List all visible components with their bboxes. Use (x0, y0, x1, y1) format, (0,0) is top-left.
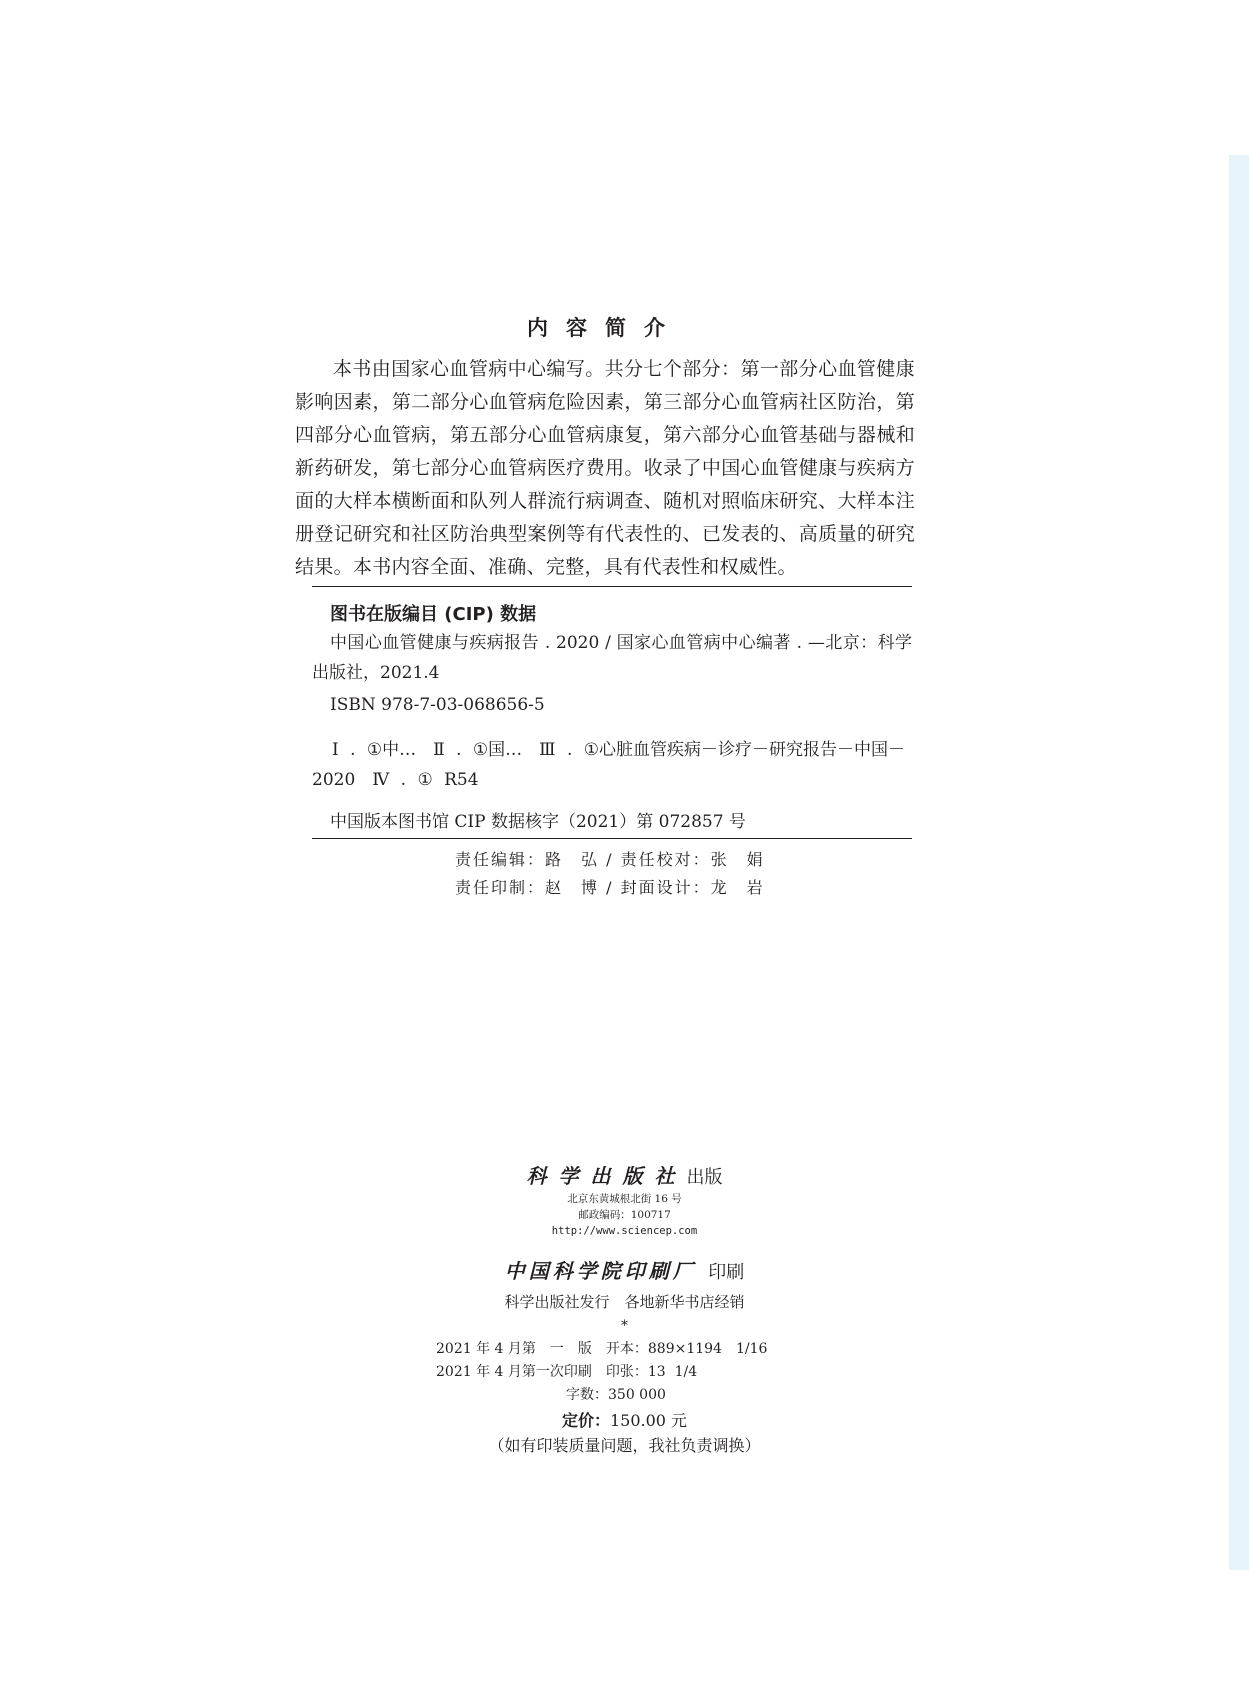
cip-classification: Ⅰ . ①中… Ⅱ . ①国… Ⅲ . ①心脏血管疾病－诊疗－研究报告－中国－2020 Ⅳ . ① R54 (312, 740, 906, 790)
publisher-address: 北京东黄城根北街 16 号 (567, 1193, 682, 1205)
cip-title: 图书在版编目 (CIP) 数据 (330, 604, 537, 625)
cip-main-entry: 中国心血管健康与疾病报告 . 2020 / 国家心血管病中心编著 . —北京：科学出版社，2021.4 (312, 633, 912, 683)
page-edge-strip (1229, 155, 1249, 1570)
summary-body: 本书由国家心血管病中心编写。共分七个部分：第一部分心血管健康影响因素，第二部分心血管病危险因素，第三部分心血管病社区防治，第四部分心血管病，第五部分心血管病康复，第六部分心血管基础与器械和新药研发，第七部分心血管病医疗费用。收录了中国心血管健康与疾病方面的大样本横断面和队列人群流行病调查、随机对照临床研究、大样本注册登记研究和社区防治典型案例等有代表性的、已发表的、高质量的研究结果。本书内容全面、准确、完整，具有代表性和权威性。 (295, 358, 915, 578)
price-label: 定价： (561, 1411, 610, 1430)
publisher-line (0, 1160, 1249, 1189)
publisher-name: 科学出版社 (526, 1164, 687, 1188)
summary-title: 内容简介 (527, 316, 683, 340)
edition-line-2: 2021 年 4 月第一次印刷 印张：13 1/4 (436, 1364, 698, 1380)
credits-line-production: 责任印制：赵 博 / 封面设计：龙 岩 (455, 878, 765, 897)
price-block (0, 1408, 1249, 1458)
edition-word-count: 字数：350 000 (566, 1387, 666, 1403)
credits-line-editors: 责任编辑：路 弘 / 责任校对：张 娟 (455, 850, 765, 869)
printer-suffix: 印刷 (708, 1262, 745, 1283)
distribution-line: 科学出版社发行 各地新华书店经销 (504, 1293, 745, 1311)
edition-line-1: 2021 年 4 月第 一 版 开本：889×1194 1/16 (436, 1341, 768, 1357)
printer-line (0, 1255, 1249, 1284)
cip-isbn: ISBN 978-7-03-068656-5 (330, 695, 545, 715)
separator-star: * (621, 1318, 628, 1334)
printer-name: 中国科学院印刷厂 (504, 1259, 697, 1283)
cip-verification: 中国版本图书馆 CIP 数据核字（2021）第 072857 号 (330, 812, 746, 832)
publisher-postcode: 邮政编码：100717 (578, 1209, 671, 1221)
publisher-suffix: 出版 (686, 1167, 723, 1188)
cip-bottom-rule (312, 838, 912, 839)
edition-info (436, 1338, 767, 1407)
cip-top-rule (312, 586, 912, 587)
price-line (0, 1408, 1249, 1433)
credits (455, 846, 765, 902)
price-value: 150.00 元 (609, 1411, 688, 1430)
price-note: （如有印装质量问题，我社负责调换） (488, 1436, 761, 1455)
publisher-url: http://www.sciencep.com (551, 1225, 698, 1237)
